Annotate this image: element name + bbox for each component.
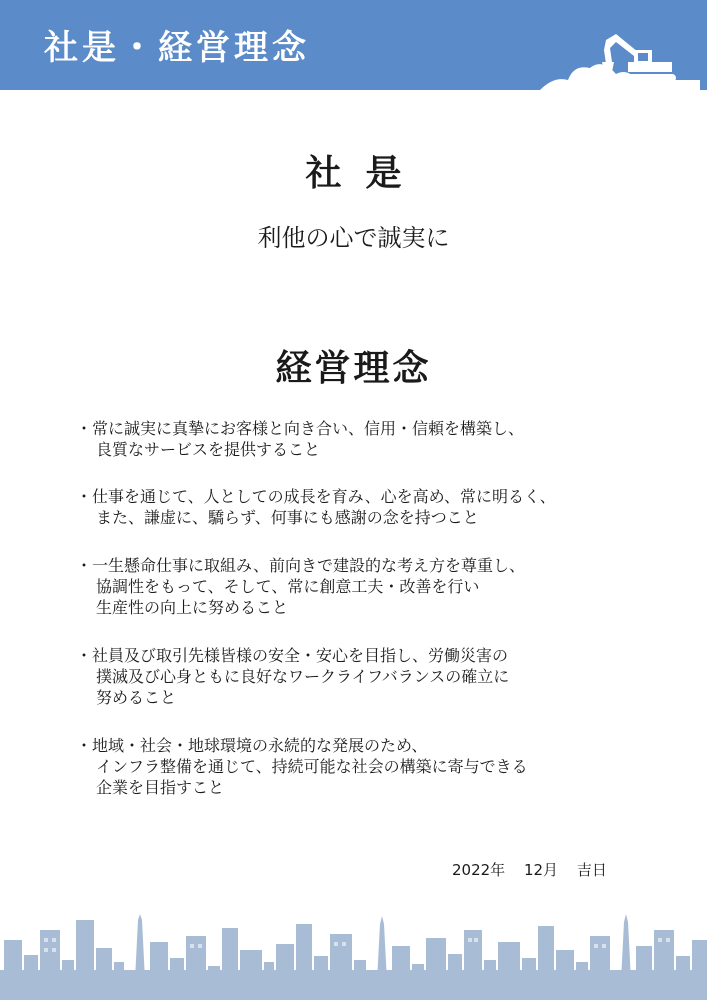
date-line <box>452 860 621 880</box>
principle-item <box>76 555 676 618</box>
principle-line: 生産性の向上に努めること <box>96 598 289 617</box>
principle-line: ・仕事を通じて、人としての成長を育み、心を高め、常に明るく、 <box>76 487 556 506</box>
principle-line: 企業を目指すこと <box>96 778 225 797</box>
date-month: 12月 <box>523 861 559 879</box>
principle-line: ・地域・社会・地球環境の永続的な発展のため、 <box>76 736 428 755</box>
principle-line: 努めること <box>96 688 177 707</box>
motto-text: 利他の心で誠実に <box>257 224 450 252</box>
principle-item <box>76 418 676 460</box>
principle-line: ・社員及び取引先様皆様の安全・安心を目指し、労働災害の <box>76 646 509 665</box>
header-banner <box>0 0 707 90</box>
principle-line: ・常に誠実に真摯にお客様と向き合い、信用・信頼を構築し、 <box>76 419 525 438</box>
principle-line: 撲滅及び心身ともに良好なワークライフバランスの確立に <box>96 667 510 686</box>
date-year: 2022年 <box>452 861 506 879</box>
principle-line: 良質なサービスを提供すること <box>96 440 321 459</box>
page-title: 社是・経営理念 <box>44 28 310 68</box>
date-day: 吉日 <box>576 861 607 879</box>
principle-line: また、謙虚に、驕らず、何事にも感謝の念を持つこと <box>96 508 479 527</box>
city-skyline-icon <box>0 900 707 1000</box>
principle-item <box>76 486 676 528</box>
principle-item <box>76 735 676 798</box>
philosophy-heading: 経営理念 <box>275 348 432 389</box>
principle-item <box>76 645 676 708</box>
principle-line: インフラ整備を通じて、持続可能な社会の構築に寄与できる <box>96 757 528 776</box>
principle-line: 協調性をもって、そして、常に創意工夫・改善を行い <box>96 577 480 596</box>
excavator-icon <box>540 28 700 90</box>
principle-line: ・一生懸命仕事に取組み、前向きで建設的な考え方を尊重し、 <box>76 556 525 575</box>
motto-heading: 社是 <box>305 153 426 194</box>
